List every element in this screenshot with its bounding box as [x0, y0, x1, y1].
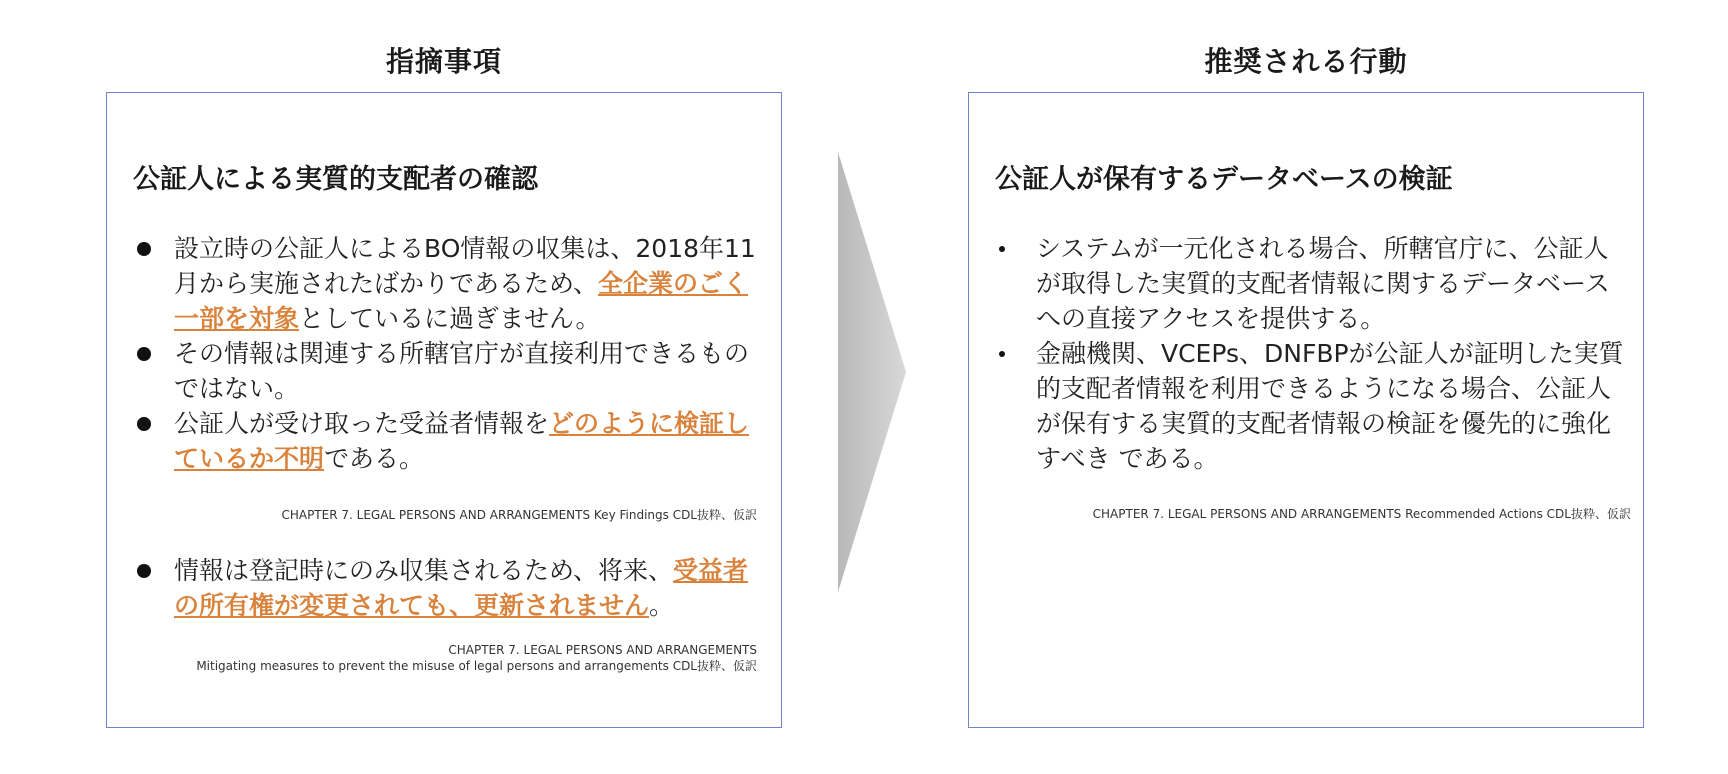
findings-list — [133, 231, 763, 476]
recommended-actions-list — [995, 231, 1633, 476]
recommended-action-item: システムが一元化される場合、所轄官庁に、公証人が取得した実質的支配者情報に関するデータベースへの直接アクセスを提供する。 — [1036, 234, 1610, 333]
finding-item: 情報は登記時にのみ収集されるため、将来、受益者の所有権が変更されても、更新されません。 — [174, 556, 749, 620]
recommended-actions-heading: 公証人が保有するデータベースの検証 — [995, 164, 1453, 195]
mitigating-measures-source-note: CHAPTER 7. LEGAL PERSONS AND ARRANGEMENTS Mitigating measures to prevent the misuse of legal persons and arrangements CDL抜粋、仮訳 — [196, 643, 757, 673]
finding-highlight: どのように検証しているか不明 — [174, 409, 750, 473]
findings-heading: 公証人による実質的支配者の確認 — [133, 164, 538, 195]
recommended-action-item: 金融機関、VCEPs、DNFBPが公証人が証明した実質的支配者情報を利用できるようになる場合、公証人が保有する実質的支配者情報の検証を優先的に強化すべき である。 — [1036, 339, 1624, 473]
recommended-actions-column-title: 推奨される行動 — [1204, 45, 1408, 78]
findings-panel — [106, 92, 782, 728]
finding-item: 設立時の公証人によるBO情報の収集は、2018年11月から実施されたばかりであるため、全企業のごく一部を対象としているに過ぎません。 — [174, 234, 756, 333]
findings-list-2 — [133, 553, 763, 623]
finding-highlight: 受益者の所有権が変更されても、更新されません — [174, 556, 749, 620]
finding-highlight: 全企業のごく一部を対象 — [174, 269, 749, 333]
finding-item: 公証人が受け取った受益者情報をどのように検証しているか不明である。 — [174, 409, 750, 473]
recommended-actions-source-note: CHAPTER 7. LEGAL PERSONS AND ARRANGEMENTS Recommended Actions CDL抜粋、仮訳 — [1092, 507, 1631, 521]
recommended-actions-panel — [968, 92, 1644, 728]
findings-column-title: 指摘事項 — [385, 45, 502, 78]
finding-item: その情報は関連する所轄官庁が直接利用できるものではない。 — [174, 339, 750, 403]
findings-source-note: CHAPTER 7. LEGAL PERSONS AND ARRANGEMENTS Key Findings CDL抜粋、仮訳 — [281, 508, 757, 522]
chevron-right-arrow-icon — [838, 152, 908, 592]
